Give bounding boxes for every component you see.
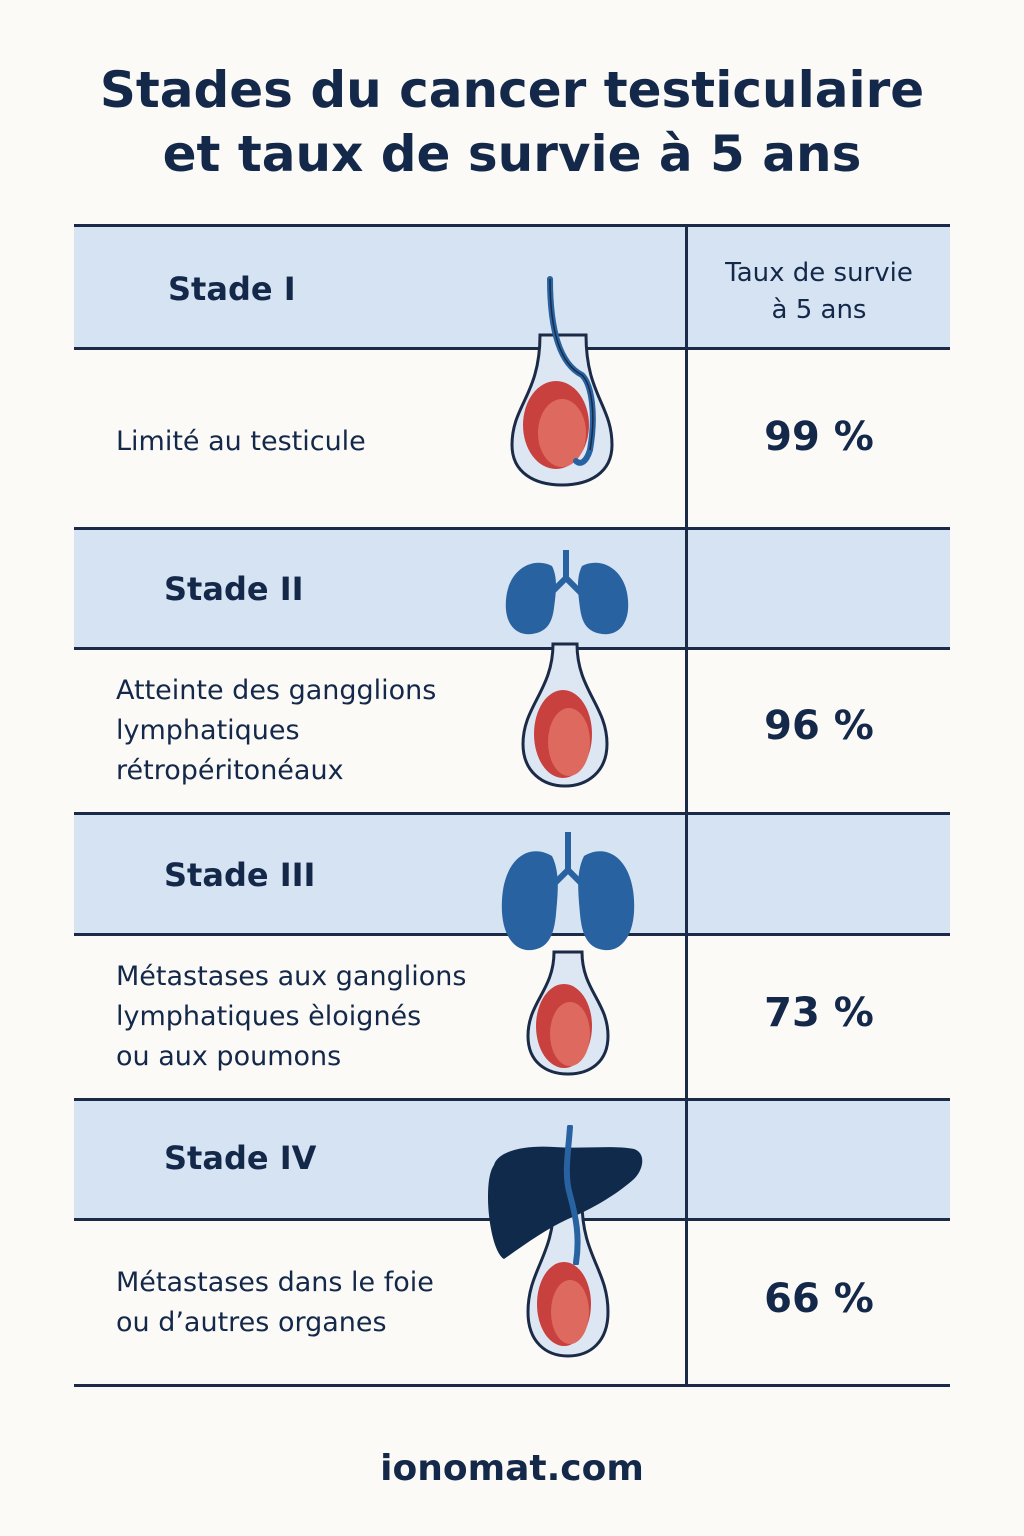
site-url: ionomat.com bbox=[380, 1448, 644, 1489]
stage-3-survival-rate: 73 % bbox=[764, 990, 874, 1036]
page-title bbox=[0, 58, 1024, 186]
liver-icon bbox=[484, 1125, 646, 1265]
table-rule bbox=[74, 812, 950, 815]
stage-2-label: Stade II bbox=[164, 570, 304, 608]
table-rule bbox=[74, 527, 950, 530]
title-line-1: Stades du cancer testiculaire bbox=[99, 61, 925, 119]
stage-2-description: Atteinte des gangglions lymphatiques rétropéritonéaux bbox=[116, 675, 437, 786]
testicle-icon bbox=[515, 640, 615, 790]
survival-column-header: Taux de survie à 5 ans bbox=[725, 258, 913, 325]
title-line-2: et taux de survie à 5 ans bbox=[162, 125, 862, 183]
table-rule bbox=[74, 647, 950, 650]
stage-1-description: Limité au testicule bbox=[116, 426, 366, 457]
stage-4-description: Métastases dans le foie ou d’autres organes bbox=[116, 1267, 434, 1338]
stage-3-description: Métastases aux ganglions lymphatiques èloignés ou aux poumons bbox=[116, 961, 467, 1072]
stage-2-survival-rate: 96 % bbox=[764, 703, 874, 749]
table-rule bbox=[74, 1098, 950, 1101]
table-rule bbox=[74, 224, 950, 227]
stage-1-label: Stade I bbox=[168, 270, 296, 308]
stage-3-label: Stade III bbox=[164, 856, 316, 894]
lungs-icon bbox=[502, 548, 632, 640]
lungs-icon bbox=[498, 830, 638, 954]
column-divider bbox=[685, 225, 688, 1386]
testicle-icon bbox=[500, 275, 630, 495]
stage-1-survival-rate: 99 % bbox=[764, 414, 874, 460]
stage-4-survival-rate: 66 % bbox=[764, 1276, 874, 1322]
stage-4-label: Stade IV bbox=[164, 1139, 317, 1177]
table-rule bbox=[74, 1384, 950, 1387]
testicle-icon bbox=[520, 950, 616, 1078]
